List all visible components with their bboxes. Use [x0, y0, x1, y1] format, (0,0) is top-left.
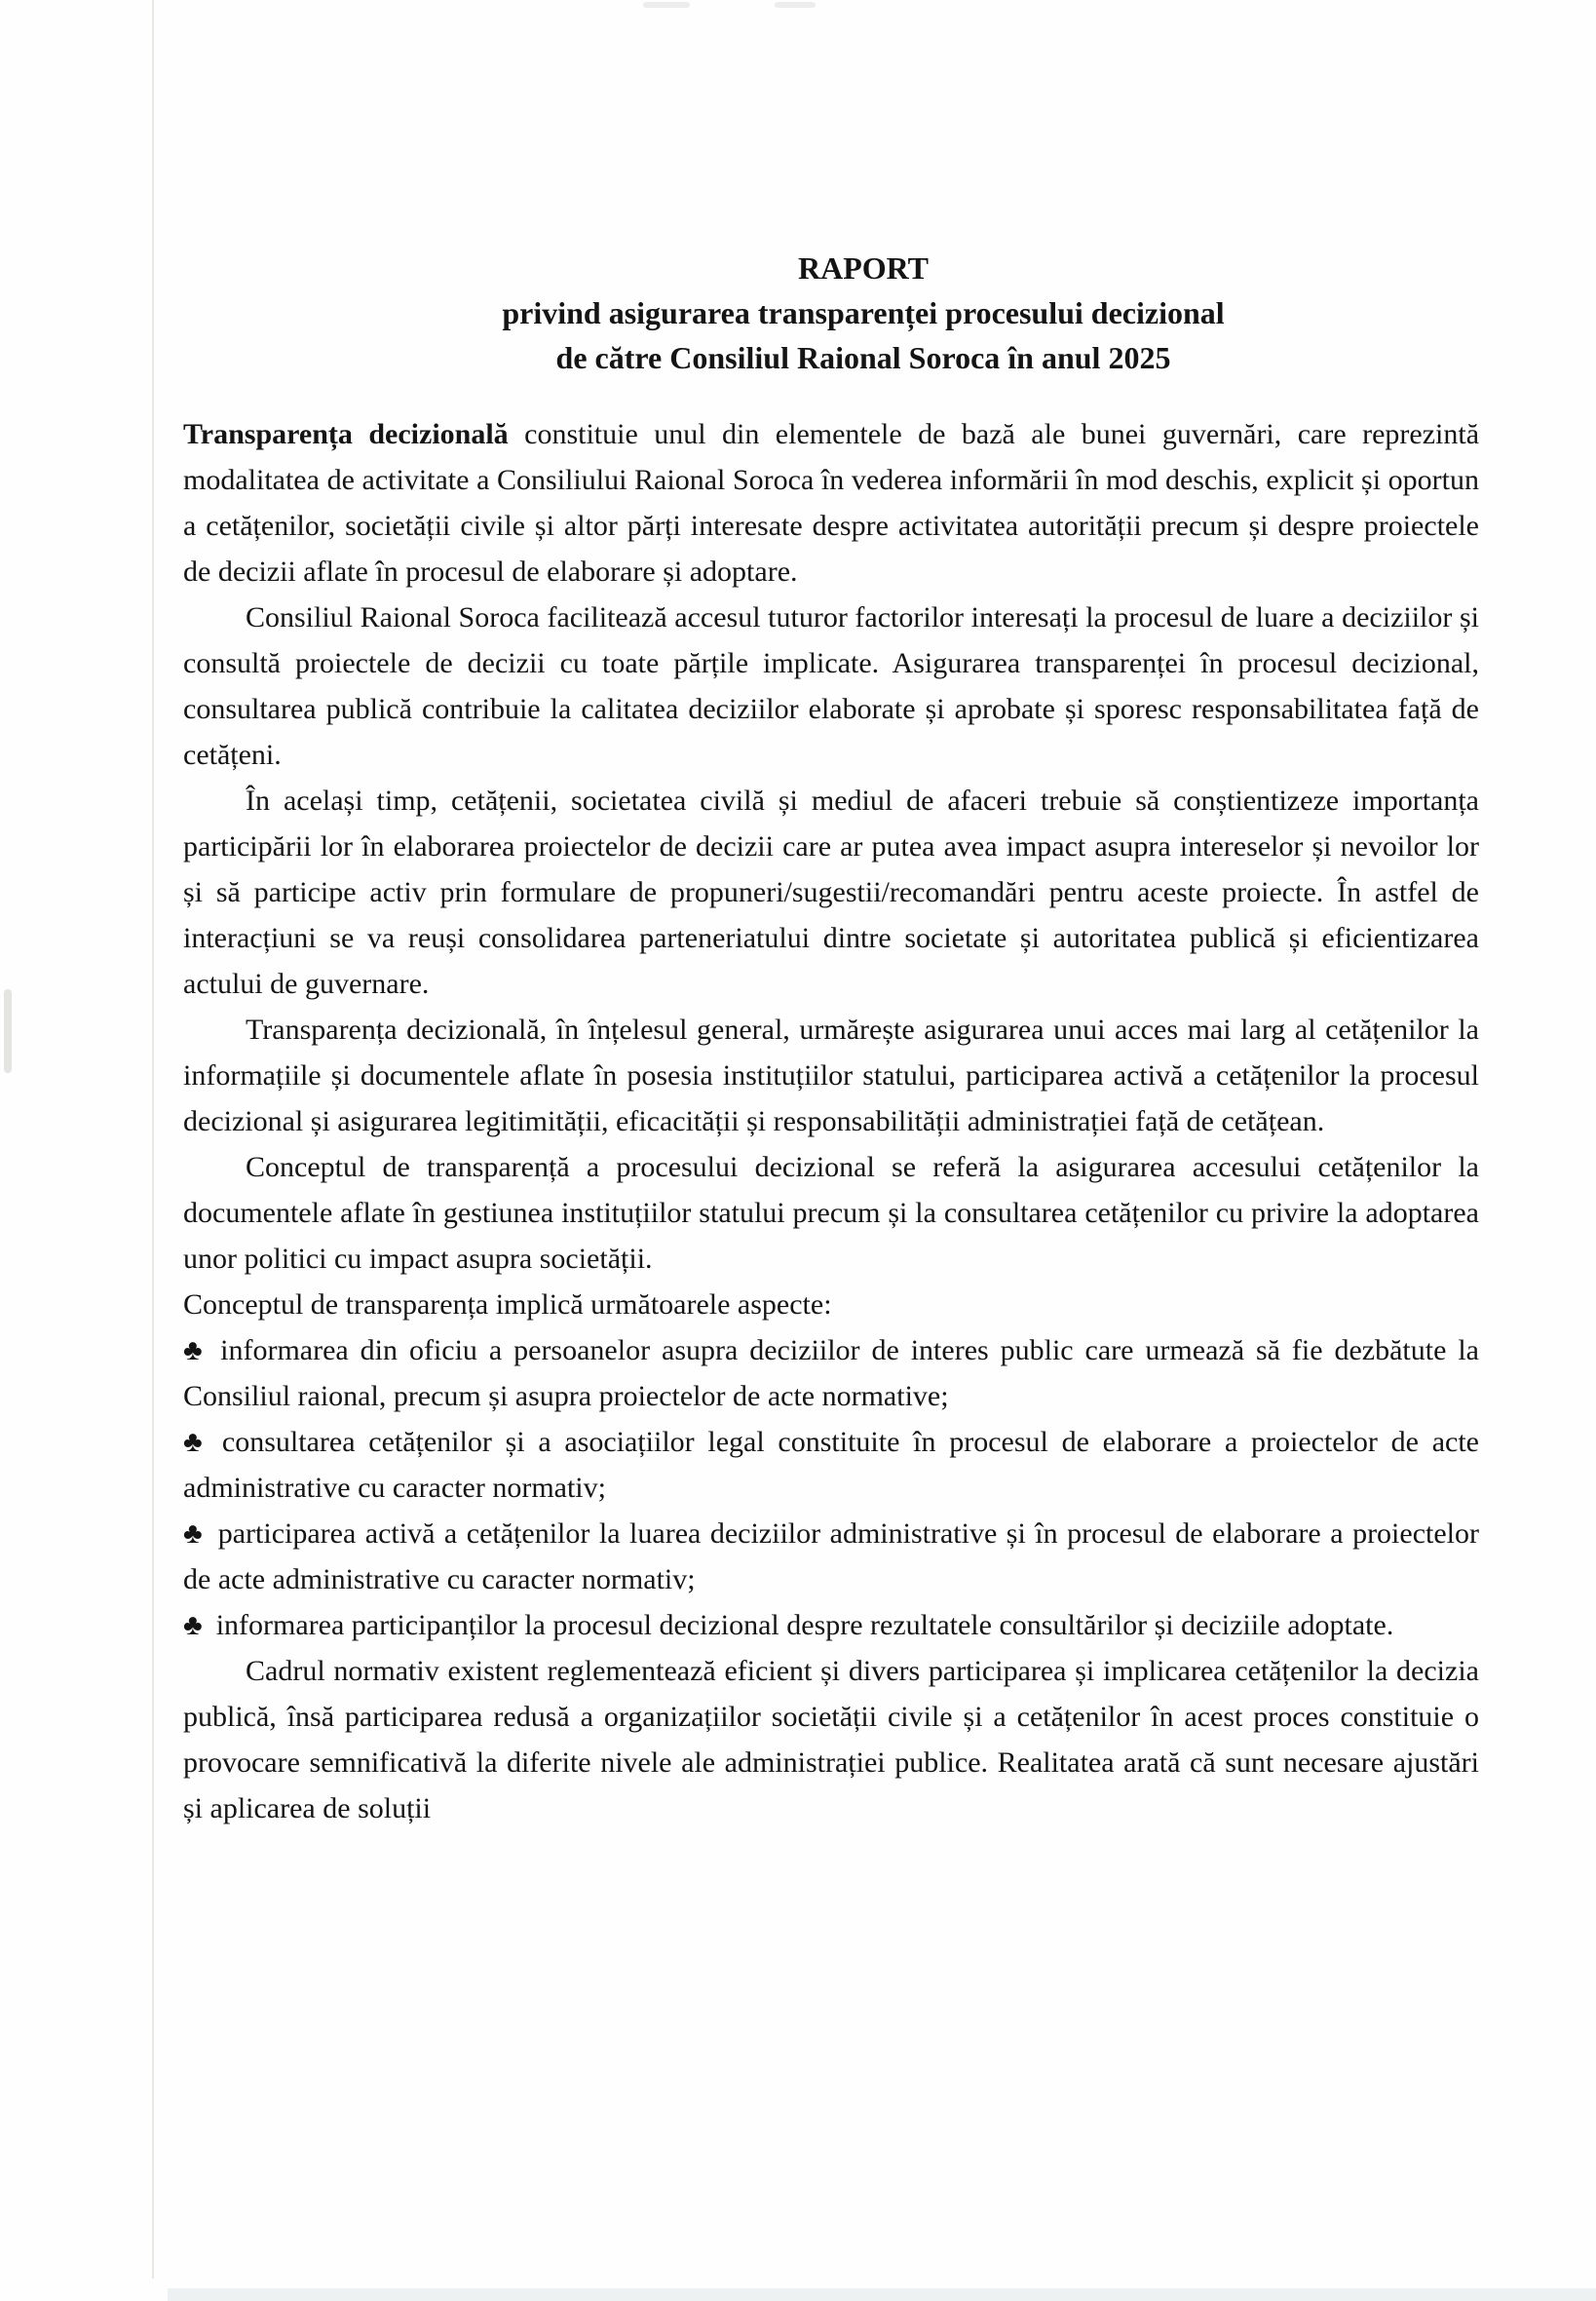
club-bullet-icon: ♣	[183, 1517, 205, 1550]
scan-edge-line	[152, 0, 154, 2279]
club-bullet-icon: ♣	[183, 1609, 203, 1641]
document-body	[183, 411, 1479, 1831]
paragraph-facilitare: Consiliul Raional Soroca facilitează accesul tuturor factorilor interesați la procesul de luare a deciziilor și consultă proiectele de decizii cu toate părțile implicate. Asigurarea transparenței în procesul decizional, consultarea publică contribuie la calitatea deciziilor elaborate și aprobate și sporesc responsabilitatea față de cetățeni.	[183, 601, 1479, 771]
paragraph-constientizare: În același timp, cetățenii, societatea civilă și mediul de afaceri trebuie să conștientizeze importanța participării lor în elaborarea proiectelor de decizii care ar putea avea impact asupra intereselor și nevoilor lor și să participe activ prin formulare de propuneri/sugestii/recomandări pentru aceste proiecte. În astfel de interacțiuni se va reuși consolidarea parteneriatului dintre societate și autoritatea publică și eficientizarea actului de guvernare.	[183, 785, 1479, 1000]
scan-artifact-top-2	[775, 2, 816, 8]
paragraph-intro-lead-term: Transparența decizională	[183, 418, 509, 450]
club-bullet-icon: ♣	[183, 1334, 208, 1366]
list-item-text: informarea participanților la procesul decizional despre rezultatele consultărilor și deciziile adoptate.	[215, 1609, 1394, 1641]
list-item-informare-oficiu	[183, 1327, 1479, 1419]
paragraph-cadru-normativ: Cadrul normativ existent reglementează eficient și divers participarea și implicarea cetățenilor la decizia publică, însă participarea redusă a organizațiilor societății civile și a cetățenilor în acest proces constituie o provocare semnificativă la diferite nivele ale administrației publice. Realitatea arată că sunt necesare ajustări și aplicarea de soluții	[183, 1655, 1479, 1824]
list-item-informare-rezultate	[183, 1602, 1479, 1648]
document-content	[183, 246, 1479, 1831]
list-item-text: participarea activă a cetățenilor la luarea deciziilor administrative și în procesul de elaborare a proiectelor de acte administrative cu caracter normativ;	[183, 1517, 1480, 1595]
scan-artifact-left	[4, 989, 12, 1073]
report-subtitle-line-1: privind asigurarea transparenței procesului decizional	[502, 295, 1225, 330]
scan-artifact-bottom-bar	[168, 2288, 1596, 2301]
report-title-block	[215, 246, 1511, 380]
list-item-participare	[183, 1511, 1479, 1602]
scan-artifact-top-1	[643, 2, 690, 8]
club-bullet-icon: ♣	[183, 1426, 209, 1458]
paragraph-inteles-general: Transparența decizională, în înțelesul general, urmărește asigurarea unui acces mai larg al cetățenilor la informațiile și documentele aflate în posesia instituțiilor statului, participarea activă a cetățenilor la procesul decizional și asigurarea legitimității, eficacității și responsabilității administrației față de cetățean.	[183, 1014, 1479, 1137]
paragraph-aspecte-lista-intro: Conceptul de transparența implică următoarele aspecte:	[183, 1288, 832, 1321]
report-title: RAPORT	[798, 250, 929, 286]
list-item-text: consultarea cetățenilor și a asociațiilor legal constituite în procesul de elaborare a proiectelor de acte administrative cu caracter normativ;	[183, 1426, 1479, 1504]
list-item-consultare	[183, 1419, 1479, 1511]
paragraph-intro-text: constituie unul din elementele de bază ale bunei guvernări, care reprezintă modalitatea de activitate a Consiliului Raional Soroca în vederea informării în mod deschis, explicit și oportun a cetățenilor, societății civile și altor părți interesate despre activitatea autorității precum și despre proiectele de decizii aflate în procesul de elaborare și adoptare.	[183, 418, 1480, 588]
report-subtitle-line-2: de către Consiliul Raional Soroca în anul 2025	[555, 340, 1171, 375]
list-item-text: informarea din oficiu a persoanelor asupra deciziilor de interes public care urmează să fie dezbătute la Consiliul raional, precum și asupra proiectelor de acte normative;	[183, 1334, 1480, 1412]
paragraph-concept-transparenta: Conceptul de transparență a procesului decizional se referă la asigurarea accesului cetățenilor la documentele aflate în gestiunea instituțiilor statului precum și la consultarea cetățenilor cu privire la adoptarea unor politici cu impact asupra societății.	[183, 1151, 1479, 1275]
paragraph-intro	[183, 411, 1479, 594]
